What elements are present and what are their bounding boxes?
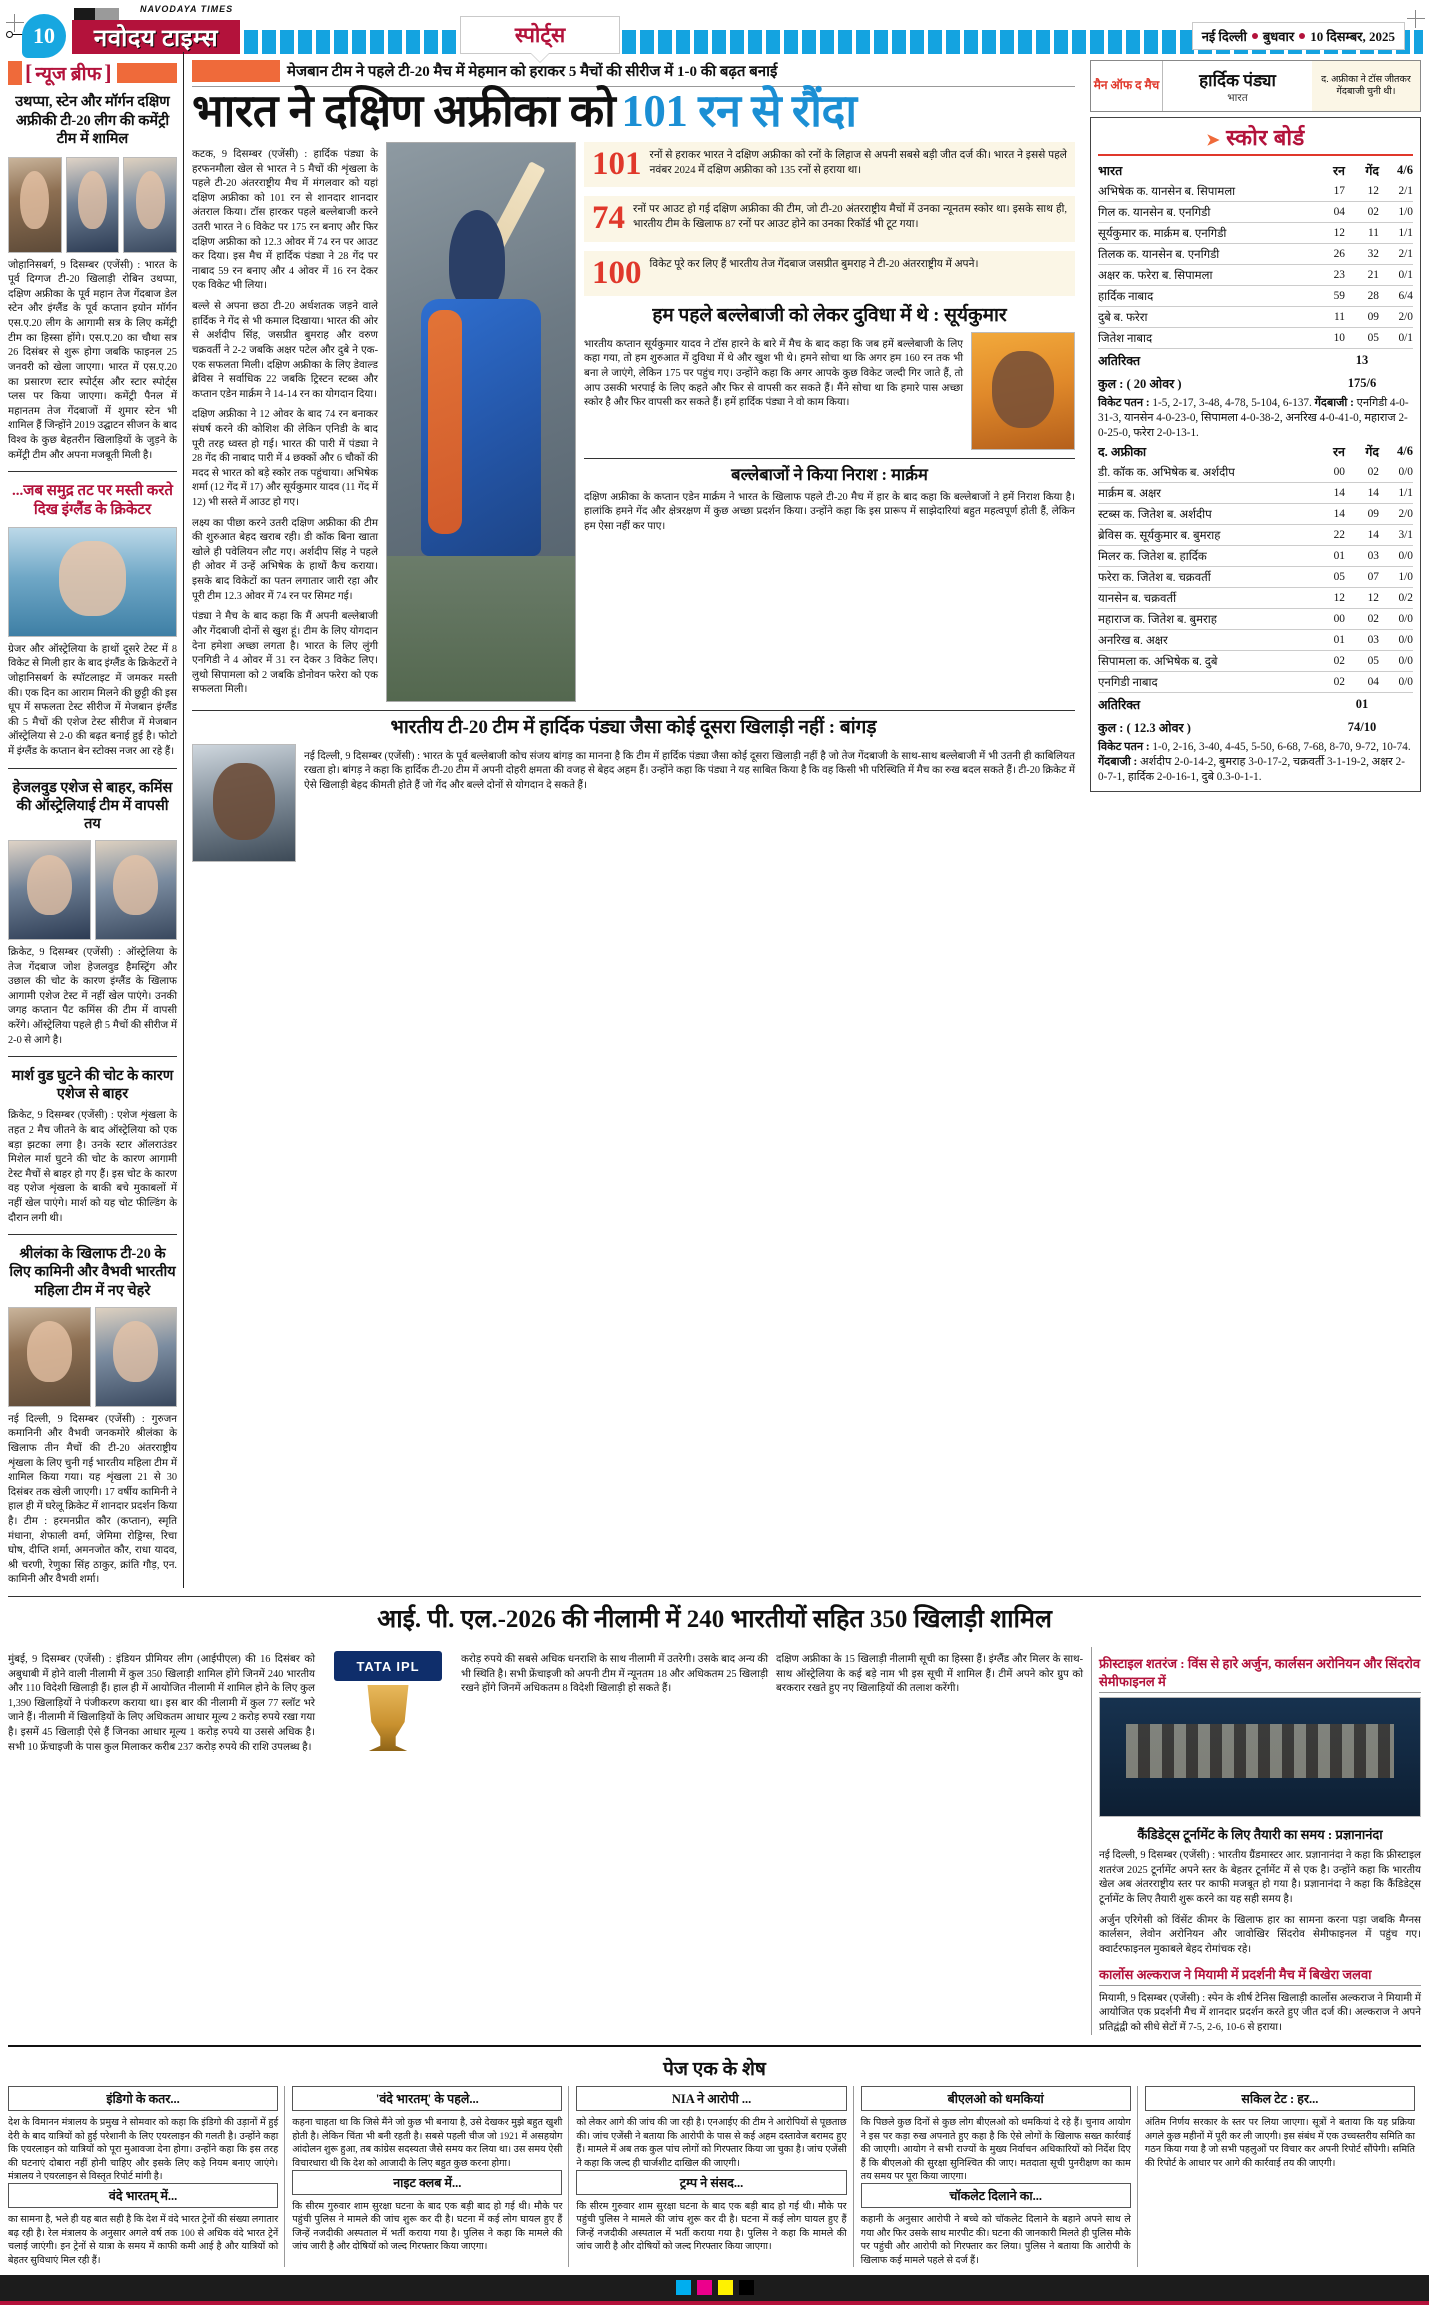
- lead-kicker-row: [192, 60, 1075, 82]
- batter-name: फरेरा क. जितेश ब. चक्रवर्ती: [1098, 567, 1311, 588]
- batter-runs: 22: [1311, 525, 1345, 546]
- ipl-body-3: दक्षिण अफ्रीका के 15 खिलाड़ी नीलामी सूची का हिस्सा हैं। इंग्लैंड और मिलर के साथ-साथ ऑस्ट्रेलिया के कई बड़े नाम भी इस सूची में शामिल हैं। टीमें अपने कोर ग्रुप को बरकरार रखते हुए नए खिलाड़ियों की तलाश करेंगी।: [776, 1654, 1083, 1695]
- chess-story-title: फ्रीस्टाइल शतरंज : विंस से हारे अर्जुन, कार्लसन अरोनियन और सिंदरोव सेमीफाइनल में: [1099, 1654, 1421, 1693]
- fact-row: [592, 254, 1067, 291]
- dateline-place: नई दिल्ली: [1201, 29, 1247, 44]
- separator-dot-icon: [1299, 33, 1305, 39]
- helmet-icon: [449, 210, 505, 310]
- brief-item5-photos: [8, 1307, 177, 1407]
- batter-runs: 23: [1311, 265, 1345, 286]
- table-row: [1098, 265, 1413, 286]
- alcaraz-body: मियामी, 9 दिसम्बर (एजेंसी) : स्पेन के शीर्ष टेनिस खिलाड़ी कार्लोस अल्कराज ने मियामी में आयोजित एक प्रदर्शनी मैच में शानदार प्रदर्शन करते हुए जीत दर्ज की। अल्कराज ने अपने प्रतिद्वंद्वी को सीधे सेटों में 7-5, 2-6, 10-6 से हराया।: [1099, 1992, 1421, 2033]
- magenta-mark-icon: [697, 2280, 712, 2295]
- bangar-story-title: भारतीय टी-20 टीम में हार्दिक पंड्या जैसा कोई दूसरा खिलाड़ी नहीं : बांगड़: [390, 717, 877, 738]
- divider: [8, 768, 177, 769]
- batter-fs: 2/1: [1379, 244, 1413, 265]
- crop-mark-left-icon: [6, 14, 24, 32]
- table-row: [1098, 483, 1413, 504]
- headline-blue-part: 101 रन से रौंदा: [621, 86, 857, 136]
- lead-facts-column: [584, 142, 1075, 702]
- batter-fs: 2/1: [1379, 181, 1413, 202]
- batter-balls: 02: [1345, 202, 1379, 223]
- extras-label: अतिरिक्त: [1098, 698, 1141, 712]
- batter-fs: 1/0: [1379, 567, 1413, 588]
- headline-black-part: भारत ने दक्षिण अफ्रीका को: [192, 86, 616, 136]
- rest-col4-head2: चॉकलेट दिलाने का...: [861, 2183, 1131, 2208]
- col-runs: रन: [1332, 164, 1345, 178]
- motm-label: मैन ऑफ द मैच: [1091, 61, 1163, 111]
- brief-item4-title: मार्श वुड घुटने की चोट के कारण एशेज से बाहर: [11, 1068, 174, 1103]
- news-brief-lead: उथप्पा, स्टेन और मॉर्गन दक्षिण अफ्रीकी टी-20 लीग की कमेंट्री टीम में शामिल: [15, 94, 170, 148]
- rest-col2-head: 'वंदे भारतम्' के पहले...: [292, 2086, 562, 2111]
- rest-col5-body: अंतिम निर्णय सरकार के स्तर पर लिया जाएगा। सूत्रों ने बताया कि यह प्रक्रिया अगले कुछ महीनों में पूरी कर ली जाएगी। इस संबंध में एक उच्चस्तरीय समिति का गठन किया गया है जो सभी पहलुओं पर विचार कर अपनी रिपोर्ट सौंपेगी। समिति की रिपोर्ट के आधार पर आगे की कार्रवाई तय की जाएगी।: [1144, 2117, 1416, 2169]
- bowling-label: गेंदबाजी :: [1098, 756, 1138, 768]
- markram-story-title: बल्लेबाजों ने किया निराश : मार्क्रम: [731, 464, 928, 484]
- rest-col-4: [861, 2086, 1138, 2267]
- rest-col3-body-extra: कि सीरम गुरुवार शाम सुरक्षा घटना के बाद एक बड़ी बाद हो गई थी। मौके पर पहुंची पुलिस ने मामले की जांच शुरू कर दी है। घटना में कई लोग घायल हुए हैं जिन्हें नजदीकी अस्पताल में भर्ती कराया गया है। पुलिस ने कहा कि मामले की जांच जारी है और दोषियों को जल्द गिरफ्तार किया जाएगा।: [576, 2201, 847, 2253]
- total-label: कुल : ( 12.3 ओवर ): [1098, 720, 1191, 735]
- brief-item5-title: श्रीलंका के खिलाफ टी-20 के लिए कामिनी और वैभवी भारतीय महिला टीम में नए चेहरे: [9, 1246, 176, 1299]
- photo-beach-cricketers: [8, 527, 177, 637]
- table-row: [1098, 202, 1413, 223]
- lead-photo-column: [386, 142, 576, 702]
- yellow-mark-icon: [718, 2280, 733, 2295]
- cyan-mark-icon: [676, 2280, 691, 2295]
- rest-col2-body: कहना चाहता था कि जिसे मैंने जो कुछ भी बनाया है, उसे देखकर मुझे बहुत खुशी होती है। लेकिन चिंता भी बनी रहती है। सबसे पहली चीज जो 1921 में असहयोग आंदोलन शुरू हुआ, तब कांग्रेस सदस्यता जैसे समय कर लिया था। उस समय ऐसी विचारधारा थी कि देश को आजादी के लिए बहुत कुछ करना होगा।: [292, 2117, 563, 2169]
- fow-value: 1-0, 2-16, 3-40, 4-45, 5-50, 6-68, 7-68, 8-70, 9-72, 10-74.: [1152, 741, 1411, 753]
- cmyk-registration-marks: [676, 2280, 754, 2295]
- dateline-date: 10 दिसम्बर, 2025: [1310, 29, 1395, 44]
- batter-runs: 04: [1311, 202, 1345, 223]
- sky-story-row: [584, 332, 1075, 450]
- table-row: [1098, 504, 1413, 525]
- batter-fs: 1/1: [1379, 483, 1413, 504]
- ipl-col-3: [776, 1647, 1083, 2035]
- footer-registration-strip: [0, 2275, 1429, 2301]
- batter-fs: 0/0: [1379, 546, 1413, 567]
- batter-runs: 00: [1311, 462, 1345, 483]
- batter-fs: 0/0: [1379, 672, 1413, 693]
- rest-col-2: [292, 2086, 569, 2267]
- batter-runs: 17: [1311, 181, 1345, 202]
- fact-box: [584, 251, 1075, 296]
- batter-name: हार्दिक नाबाद: [1098, 286, 1311, 307]
- ipl-body-1: मुंबई, 9 दिसम्बर (एजेंसी) : इंडियन प्रीमियर लीग (आईपीएल) की 16 दिसंबर को अबुधाबी में होने वाली नीलामी में कुल 350 खिलाड़ी शामिल होंगे जिनमें 240 भारतीय और 110 विदेशी खिलाड़ी हैं। हाल ही में आयोजित नीलामी में शामिल होने के लिए कुल 1,390 खिलाड़ियों ने पंजीकरण कराया था। इस बार की नीलामी में कुल 77 स्लॉट भरे जाने हैं। नीलामी में खिलाड़ियों के लिए अधिकतम आधार मूल्य 2 करोड़ रुपये रखा गया है। इसमें 45 खिलाड़ी ऐसे हैं जिनका आधार मूल्य 1 करोड़ रुपये या उससे अधिक है। सभी 10 फ्रेंचाइजी के पास कुल मिलाकर करीब 237 करोड़ रुपये की राशि उपलब्ध है।: [8, 1654, 315, 1753]
- rest-col2-head2: नाइट क्लब में...: [292, 2170, 562, 2195]
- top-region: [8, 52, 1421, 1588]
- sky-story-body: भारतीय कप्तान सूर्यकुमार यादव ने टॉस हारने के बारे में मैच के बाद कहा कि जब हमें बल्लेबाजी के लिए कहा गया, तो हम शुरुआत में दुविधा में थे और खुश भी थे। हमने सोचा था कि अगर हम 160 रन तक भी बना ले जाएंगे, लेकिन 175 पर पहुंच गए। उन्होंने कहा कि अगर आपके कुछ विकेट जल्दी गिर जाते हैं, तो आप उसकी भरपाई के लिए कहते और फिर से वापसी कर सकते हैं। मैंने सोचा था कि हमारे पास अच्छा स्कोर है और फिर वापसी कर सकते हैं। हमें हार्दिक पंड्या ने वो काम किया।: [584, 338, 963, 409]
- photo-vaibhavi: [95, 1307, 178, 1407]
- total-row: [1098, 716, 1413, 739]
- batter-fs: 2/0: [1379, 504, 1413, 525]
- rest-col1-body: देश के विमानन मंत्रालय के प्रमुख ने सोमवार को कहा कि इंडिगो की उड़ानों में हुई देरी के बाद यात्रियों को हुई परेशानी के लिए एयरलाइन की गलती है। उन्होंने कहा कि एयरलाइन को यात्रियों को पूरा मुआवजा देना होगा। उन्होंने कहा कि इस तरह की घटनाएं दोबारा नहीं होनी चाहिए और इसके लिए कड़े नियम बनाए जाएंगे। मंत्रालय ने एयरलाइन से विस्तृत रिपोर्ट मांगी है।: [8, 2117, 279, 2183]
- separator-dot-icon: [1252, 33, 1258, 39]
- total-value: 175/6: [1347, 375, 1377, 390]
- batter-balls: 32: [1345, 244, 1379, 265]
- bracket-close-icon: ]: [104, 60, 112, 85]
- batter-balls: 03: [1345, 630, 1379, 651]
- photo-hazlewood: [8, 840, 91, 940]
- kicker-color-block: [192, 60, 280, 82]
- brief-item5-body: नई दिल्ली, 9 दिसम्बर (एजेंसी) : गुरुजन कमानिनी और वैभवी जनकमोरे श्रीलंका के खिलाफ तीन मैचों की टी-20 अंतरराष्ट्रीय शृंखला के लिए चुनी गई भारतीय महिला टीम में शामिल किया गया। यह शृंखला 21 से 30 दिसंबर तक खेली जाएगी। 17 वर्षीय कामिनी ने हाल ही में घरेलू क्रिकेट में शानदार प्रदर्शन किया है। टीम : हरमनप्रीत कौर (कप्तान), स्मृति मंधाना, शेफाली वर्मा, जेमिमा रोड्रिग्स, रिचा घोष, दीप्ति शर्मा, अमनजोत कौर, राधा यादव, श्री चरणी, रेणुका सिंह ठाकुर, क्रांति गौड़, एन. कामिनी और वैभवी शर्मा।: [8, 1413, 177, 1586]
- batter-balls: 12: [1345, 588, 1379, 609]
- hero-photo-hardik-batting: [386, 142, 576, 702]
- table-row: [1098, 328, 1413, 349]
- logo-english-name: NAVODAYA TIMES: [140, 4, 234, 14]
- batter-fs: 1/0: [1379, 202, 1413, 223]
- man-of-the-match-box: [1090, 60, 1421, 112]
- brief-item3-title: हेजलवुड एशेज से बाहर, कमिंस की ऑस्ट्रेलियाई टीम में वापसी तय: [12, 779, 173, 832]
- batter-fs: 0/1: [1379, 265, 1413, 286]
- ipl-col-1: [8, 1647, 315, 2035]
- motm-player-name: हार्दिक पंड्या: [1199, 70, 1276, 90]
- lead-dateline-body: कटक, 9 दिसम्बर (एजेंसी) : हार्दिक पंड्या के हरफनमौला खेल से भारत ने 5 मैचों की शृंखला के पहले टी-20 अंतरराष्ट्रीय मैच में मंगलवार को यहां दक्षिण अफ्रीका को 101 रन से शानदार शानदार अंतराल किया। टॉस हारकर पहले बल्लेबाजी करने उतरी भारत ने 6 विकेट पर 175 रन बनाए और फिर दक्षिण अफ्रीका को 12.3 ओवर में 74 रन पर आउट कर दिया। इस मैच में हार्दिक पंड्या ने 28 गेंद पर नाबाद 59 रन बनाए और 4 ओवर में 16 रन देकर एक विकेट भी लिया।: [192, 149, 378, 292]
- ipl-badge-label: TATA IPL: [334, 1651, 442, 1681]
- lead-story-column: [184, 52, 1083, 1588]
- batter-name: अभिषेक क. यानसेन ब. सिपामला: [1098, 181, 1311, 202]
- rest-col4-body: कि पिछले कुछ दिनों से कुछ लोग बीएलओ को धमकियां दे रहे हैं। चुनाव आयोग ने इस पर कड़ा रुख अपनाते हुए कहा है कि ऐसे लोगों के खिलाफ सख्त कार्रवाई की जाएगी। आयोग ने सभी राज्यों के मुख्य निर्वाचन अधिकारियों को निर्देश दिए हैं कि बीएलओ की सुरक्षा सुनिश्चित की जाए। मतदाता सूची पुनरीक्षण का काम तय समय पर पूरा किया जाएगा।: [860, 2117, 1131, 2183]
- table-row: [1098, 286, 1413, 307]
- logo-hindi-box: [72, 20, 240, 54]
- arrow-right-icon: ➤: [1206, 132, 1221, 149]
- photo-suryakumar: [971, 332, 1075, 450]
- page-one-rest-section: [8, 2045, 1421, 2267]
- batter-name: स्टब्स क. जितेश ब. अर्शदीप: [1098, 504, 1311, 525]
- fact-number: 74: [592, 200, 625, 237]
- bowling-value: अर्शदीप 2-0-14-2, बुमराह 3-0-17-2, चक्रवर्ती 3-1-19-2, अक्षर 2-0-7-1, हार्दिक 2-0-16-1, दुबे 0.3-0-1-1.: [1098, 756, 1405, 783]
- table-row: [1098, 588, 1413, 609]
- batter-balls: 21: [1345, 265, 1379, 286]
- fact-box: [584, 142, 1075, 187]
- fact-number: 101: [592, 146, 642, 182]
- motm-player-team: भारत: [1227, 92, 1248, 104]
- divider: [8, 1056, 177, 1057]
- bowling-value: एनगिडी 4-0-31-3, यानसेन 4-0-23-0, सिपामला 4-0-38-2, अनरिख 4-0-41-0, महाराज 2-0-25-0, फरेरा 2-0-13-1.: [1098, 397, 1409, 439]
- total-row: [1098, 372, 1413, 395]
- india-innings-table: [1098, 160, 1413, 394]
- photo-uthappa: [8, 157, 62, 253]
- fact-box: [584, 196, 1075, 241]
- rest-col1-body2: का सामना है, भले ही यह बात सही है कि देश में वंदे भारत ट्रेनों की संख्या लगातार बढ़ रही है। रेल मंत्रालय के अनुसार अगले वर्ष तक 100 से अधिक वंदे भारत ट्रेनें चलाई जाएंगी। इन ट्रेनों से यात्रा के समय में काफी कमी आई है और यात्रियों को बेहतर सुविधाएं मिल रही हैं।: [8, 2214, 279, 2266]
- col-balls: गेंद: [1365, 164, 1379, 178]
- news-brief-column: [8, 52, 184, 1588]
- rest-col1-head: इंडिगो के कतर...: [8, 2086, 278, 2111]
- fact-number: 100: [592, 254, 642, 291]
- masthead: [0, 0, 1429, 52]
- rest-col3-body: को लेकर आगे की जांच की जा रही है। एनआईए की टीम ने आरोपियों से पूछताछ की। जांच एजेंसी ने बताया कि आरोपी के पास से कई अहम दस्तावेज बरामद हुए हैं। मामले में अब तक कुल पांच लोगों को गिरफ्तार किया जा चुका है। जांच एजेंसी ने कहा कि जल्द ही चार्जशीट दाखिल की जाएगी।: [576, 2117, 847, 2169]
- scoreboard-column: [1083, 52, 1421, 1588]
- batter-fs: 0/1: [1379, 328, 1413, 349]
- col-runs: रन: [1332, 445, 1345, 459]
- total-label: कुल : ( 20 ओवर ): [1098, 376, 1182, 391]
- batter-fs: 0/0: [1379, 462, 1413, 483]
- batter-runs: 14: [1311, 483, 1345, 504]
- news-brief-body: जोहानिसबर्ग, 9 दिसम्बर (एजेंसी) : भारत के पूर्व दिग्गज टी-20 खिलाड़ी रोबिन उथप्पा, दक्षिण अफ्रीका के पूर्व महान तेज गेंदबाज डेल स्टेन और इंग्लैंड के पूर्व कप्तान इयोन मॉर्गन एस.ए.20 लीग के आगामी सत्र के लिए कमेंट्री टीम का हिस्सा होंगे। एस.ए.20 का चौथा सत्र 26 दिसंबर से शुरू होगा जबकि फाइनल 25 जनवरी को खेला जाएगा। भारत में एस.ए.20 का प्रसारण स्टार स्पोर्ट्स और स्टार स्पोर्ट्स प्लस पर किया जाएगा। कमेंट्री पैनल में महानतम तेज गेंदबाजों में शुमार स्टेन भी शामिल हैं जिन्होंने 2019 उद्घाटन सीजन के बाद विश्व के कुछ बेहतरीन खिलाड़ियों के जुड़ने के कमेंट्री टीम और अपना मजबूती मिली है।: [8, 259, 177, 461]
- india-notes: [1098, 396, 1413, 441]
- news-brief-bar-left: [8, 61, 22, 85]
- batter-runs: 01: [1311, 630, 1345, 651]
- table-row: [1098, 672, 1413, 693]
- ipl-body-2: करोड़ रुपये की सबसे अधिक धनराशि के साथ नीलामी में उतरेगी। उसके बाद अन्य की भी स्थिति है। सभी फ्रेंचाइजी को अपनी टीम में न्यूनतम 18 और अधिकतम 25 खिलाड़ी रखने होंगे जिनमें अधिकतम 8 विदेशी खिलाड़ी हो सकते हैं।: [461, 1654, 768, 1695]
- batter-balls: 05: [1345, 328, 1379, 349]
- batter-fs: 0/0: [1379, 651, 1413, 672]
- divider: [8, 1234, 177, 1235]
- rest-col-5: [1145, 2086, 1421, 2267]
- motm-details: [1163, 61, 1312, 111]
- ipl-story: [8, 1597, 1421, 2035]
- bowling-label: गेंदबाजी :: [1314, 397, 1354, 409]
- page-one-rest-columns: [8, 2086, 1421, 2267]
- brief-item4-body: क्रिकेट, 9 दिसम्बर (एजेंसी) : एशेज शृंखला के तहत 2 मैच जीतने के बाद ऑस्ट्रेलिया को एक बड़ा झटका लगा है। उनके स्टार ऑलराउंडर मिशेल मार्श घुटने की चोट के कारण आगामी टेस्ट मैचों से बाहर हो गए हैं। इस चोट के कारण वह एशेज शृंखला के बाकी बचे मुकाबलों में नहीं खेल पाएंगे। मार्श को यह चोट फील्डिंग के दौरान लगी थी।: [8, 1110, 177, 1224]
- batter-runs: 02: [1311, 672, 1345, 693]
- batter-name: डी. कॉक क. अभिषेक ब. अर्शदीप: [1098, 462, 1311, 483]
- table-row: [1098, 462, 1413, 483]
- lead-para2: बल्ले से अपना छठा टी-20 अर्धशतक जड़ने वाले हार्दिक ने गेंद से भी कमाल दिखाया। भारत की ओर से अर्शदीप सिंह, जसप्रीत बुमराह और वरुण चक्रवर्ती ने 2-2 जबकि अक्षर पटेल और दुबे ने एक-एक सफलता मिली। दक्षिण अफ्रीका के लिए डेवाल्ड ब्रेविस ने सर्वाधिक 22 जबकि ट्रिस्टन स्टब्स और कप्तान एडेन मार्क्रम ने 14-14 रन का योगदान दिया।: [192, 301, 378, 400]
- extras-label: अतिरिक्त: [1098, 354, 1141, 368]
- ipl-band: [8, 1647, 1421, 2035]
- table-row: [1098, 525, 1413, 546]
- logo-hindi-name: नवोदय टाइम्स: [93, 25, 219, 52]
- batter-balls: 14: [1345, 525, 1379, 546]
- rest-col-3: [576, 2086, 853, 2267]
- extras-value: 01: [1355, 697, 1369, 711]
- batter-balls: 05: [1345, 651, 1379, 672]
- table-row: [1098, 567, 1413, 588]
- batter-balls: 07: [1345, 567, 1379, 588]
- batter-name: जितेश नाबाद: [1098, 328, 1311, 349]
- batter-balls: 02: [1345, 609, 1379, 630]
- ipl-logo: [334, 1651, 442, 1755]
- chess-caption: कैंडिडेट्स टूर्नामेंट के लिए तैयारी का समय : प्रज्ञानानंदा: [1137, 1827, 1383, 1842]
- batter-name: यानसेन ब. चक्रवर्ती: [1098, 588, 1311, 609]
- sa-innings-table: [1098, 441, 1413, 738]
- footer-accent-line: [0, 2301, 1429, 2305]
- table-row: [1098, 307, 1413, 328]
- extras-row: [1098, 349, 1413, 372]
- batter-name: सूर्यकुमार क. मार्क्रम ब. एनगिडी: [1098, 223, 1311, 244]
- batter-fs: 0/2: [1379, 588, 1413, 609]
- batter-balls: 09: [1345, 307, 1379, 328]
- lead-kicker: मेजबान टीम ने पहले टी-20 मैच में मेहमान को हराकर 5 मैचों की सीरीज में 1-0 की बढ़त बनाई: [287, 64, 778, 80]
- news-brief-label: न्यूज ब्रीफ: [35, 64, 102, 85]
- page-body: [0, 52, 1429, 2267]
- batter-runs: 59: [1311, 286, 1345, 307]
- lead-para5: पंड्या ने मैच के बाद कहा कि मैं अपनी बल्लेबाजी और गेंदबाजी दोनों से खुश हूं। टीम के लिए योगदान देना हमेशा अच्छा लगता है। भारत के लिए लुंगी एनगिडी ने 4 ओवर में 31 रन देकर 3 विकेट लिए। लुथो सिपामला को 2 जबकि डोनोवन फरेरा को एक सफलता मिली।: [192, 611, 378, 696]
- lead-text-column: [192, 142, 378, 702]
- batter-fs: 6/4: [1379, 286, 1413, 307]
- batter-name: मिलर क. जितेश ब. हार्दिक: [1098, 546, 1311, 567]
- batter-balls: 14: [1345, 483, 1379, 504]
- chess-body-2: अर्जुन एरिगेसी को विंसेंट कीमर के खिलाफ हार का सामना करना पड़ा जबकि मैग्नस कार्लसन, लेवोन अरोनियन और जावोखिर सिंदरोव सेमीफाइनल में पहुंच गए। क्वार्टरफाइनल मुकाबले बेहद रोमांचक रहे।: [1099, 1914, 1421, 1955]
- section-tag-label: स्पोर्ट्स: [514, 23, 566, 47]
- batter-runs: 01: [1311, 546, 1345, 567]
- table-header-row: [1098, 160, 1413, 181]
- rest-col3-head: NIA ने आरोपी ...: [576, 2086, 846, 2111]
- news-brief-bar-right: [117, 63, 177, 83]
- batter-runs: 00: [1311, 609, 1345, 630]
- batter-runs: 10: [1311, 328, 1345, 349]
- col-fours-sixes: 4/6: [1397, 444, 1413, 458]
- table-row: [1098, 181, 1413, 202]
- batter-name: तिलक क. यानसेन ब. एनगिडी: [1098, 244, 1311, 265]
- page-one-rest-title: पेज एक के शेष: [663, 2059, 766, 2081]
- scoreboard-title: स्कोर बोर्ड: [1226, 125, 1305, 150]
- scoreboard-box: [1090, 117, 1421, 792]
- toss-note: द. अफ्रीका ने टॉस जीतकर गेंदबाजी चुनी थी।: [1312, 61, 1420, 111]
- photo-cummins: [95, 840, 178, 940]
- bangar-story-body: नई दिल्ली, 9 दिसम्बर (एजेंसी) : भारत के पूर्व बल्लेबाजी कोच संजय बांगड़ का मानना है कि टीम में हार्दिक पंड्या जैसा कोई दूसरा खिलाड़ी नहीं है जो तेज गेंदबाजी के साथ-साथ बल्लेबाजी में भी उतनी ही काबिलियत रखता हो। बांगड़ ने कहा कि हार्दिक टी-20 टीम में अपनी दोहरी क्षमता की वजह से बेहद अहम हैं। उन्होंने कहा कि पंड्या ने यह साबित किया है कि वह किसी भी परिस्थिति में मैच का रुख बदल सकते हैं। टी-20 क्रिकेट में ऐसे खिलाड़ी बेहद कीमती होते हैं जो गेंद और बल्ले दोनों से योगदान दे सकते हैं।: [304, 750, 1075, 792]
- batter-fs: 2/0: [1379, 307, 1413, 328]
- batter-balls: 02: [1345, 462, 1379, 483]
- batter-runs: 26: [1311, 244, 1345, 265]
- table-header-row: [1098, 441, 1413, 462]
- batter-balls: 28: [1345, 286, 1379, 307]
- news-brief-photos: [8, 157, 177, 253]
- batter-name: ब्रेविस क. सूर्यकुमार ब. बुमराह: [1098, 525, 1311, 546]
- markram-story-body: दक्षिण अफ्रीका के कप्तान एडेन मार्क्रम ने भारत के खिलाफ पहले टी-20 मैच में हार के बाद कहा कि बल्लेबाजों ने हमें निराश किया है। हालांकि हमने गेंद और क्षेत्ररक्षण में कुछ अच्छा प्रदर्शन किया। उन्होंने कहा कि इस प्रारूप में साझेदारियां बहुत महत्वपूर्ण होती हैं, लेकिन हम ऐसा नहीं कर पाए।: [584, 491, 1075, 532]
- bracket-open-icon: [: [25, 60, 33, 85]
- chess-col: [1091, 1647, 1421, 2035]
- table-row: [1098, 630, 1413, 651]
- dateline-day: बुधवार: [1262, 29, 1295, 44]
- batter-fs: 0/0: [1379, 609, 1413, 630]
- batter-fs: 3/1: [1379, 525, 1413, 546]
- photo-kamini: [8, 1307, 91, 1407]
- fow-label: विकेट पतन :: [1098, 397, 1150, 409]
- fow-label: विकेट पतन :: [1098, 741, 1150, 753]
- rest-col2-body2: कि सीरम गुरुवार शाम सुरक्षा घटना के बाद एक बड़ी बाद हो गई थी। मौके पर पहुंची पुलिस ने मामले की जांच शुरू कर दी है। घटना में कई लोग घायल हुए हैं जिन्हें नजदीकी अस्पताल में भर्ती कराया गया है। पुलिस ने कहा कि मामले की जांच जारी है और दोषियों को जल्द गिरफ्तार किया जाएगा।: [292, 2201, 563, 2253]
- table-row: [1098, 651, 1413, 672]
- batter-name: सिपामला क. अभिषेक ब. दुबे: [1098, 651, 1311, 672]
- rest-col1-head2: वंदे भारतम् में...: [8, 2183, 278, 2208]
- table-row: [1098, 546, 1413, 567]
- scoreboard-title-row: [1098, 122, 1413, 152]
- rest-col5-head: सकिल टेट : हर...: [1145, 2086, 1415, 2111]
- col-fours-sixes: 4/6: [1397, 163, 1413, 177]
- divider: [192, 710, 1075, 711]
- batter-name: मार्क्रम ब. अक्षर: [1098, 483, 1311, 504]
- dateline-badge: [1192, 22, 1405, 50]
- ipl-story-title: आई. पी. एल.-2026 की नीलामी में 240 भारतीयों सहित 350 खिलाड़ी शामिल: [377, 1606, 1052, 1633]
- lead-body-grid: [192, 142, 1075, 702]
- batter-balls: 09: [1345, 504, 1379, 525]
- batter-balls: 12: [1345, 181, 1379, 202]
- brief-item3-body: क्रिकेट, 9 दिसम्बर (एजेंसी) : ऑस्ट्रेलिया के तेज गेंदबाज जोश हेजलवुड हैमस्ट्रिंग और उछाल की चोट के कारण इंग्लैंड के खिलाफ आगामी एशेज टेस्ट में नहीं खेल पाएंगे। उनकी जगह कप्तान पैट कमिंस की टीम में वापसी करेंगे। ऑस्ट्रेलिया पहले ही 5 मैचों की सीरीज में 2-0 से आगे है।: [8, 946, 177, 1046]
- table-row: [1098, 223, 1413, 244]
- batter-name: एनगिडी नाबाद: [1098, 672, 1311, 693]
- table-row: [1098, 244, 1413, 265]
- batter-fs: 0/0: [1379, 630, 1413, 651]
- rest-col-1: [8, 2086, 285, 2267]
- brief-item2-title: ...जब समुद्र तट पर मस्ती करते दिख इंग्लैंड के क्रिकेटर: [12, 483, 173, 518]
- photo-chess-tournament: [1099, 1697, 1421, 1817]
- rest-col4-body2: कहानी के अनुसार आरोपी ने बच्चे को चॉकलेट दिलाने के बहाने अपने साथ ले गया और फिर उसके साथ मारपीट की। घटना की जानकारी मिलते ही पुलिस मौके पर पहुंची और आरोपी को गिरफ्तार कर लिया। पुलिस ने बताया कि आरोपी के खिलाफ कई मामले पहले से दर्ज हैं।: [860, 2214, 1131, 2266]
- section-tag: [460, 16, 620, 54]
- ipl-logo-col: [323, 1647, 453, 2035]
- batter-name: अनरिख ब. अक्षर: [1098, 630, 1311, 651]
- brief-item3-photos: [8, 840, 177, 940]
- batter-name: दुबे ब. फरेरा: [1098, 307, 1311, 328]
- chess-body-1: नई दिल्ली, 9 दिसम्बर (एजेंसी) : भारतीय ग्रैंडमास्टर आर. प्रज्ञानानंदा ने कहा कि फ्रीस्टाइल शतरंज 2025 टूर्नामेंट अपने स्तर के बेहतर टूर्नामेंट में से एक है। उन्होंने कहा कि भारतीय खेल अब अंतरराष्ट्रीय स्तर पर काफी मजबूत हो गया है। प्रज्ञानानंदा ने कहा कि कैंडिडेट्स टूर्नामेंट के लिए तैयारी शुरू करने का यह सही समय है।: [1099, 1850, 1421, 1906]
- black-mark-icon: [739, 2280, 754, 2295]
- fact-row: [592, 200, 1067, 237]
- extras-row: [1098, 693, 1413, 716]
- batter-name: गिल क. यानसेन ब. एनगिडी: [1098, 202, 1311, 223]
- india-team-label: भारत: [1098, 164, 1123, 178]
- crop-mark-right-icon: [1407, 10, 1425, 28]
- news-brief-header: [8, 60, 177, 86]
- pitch-ground: [387, 556, 575, 701]
- fact-text: रनों से हराकर भारत ने दक्षिण अफ्रीका को रनों के लिहाज से अपनी सबसे बड़ी जीत दर्ज की। भारत ने इससे पहले नवंबर 2024 में दक्षिण अफ्रीका को 135 रनों से हराया था।: [649, 150, 1067, 176]
- ipl-col-2: [461, 1647, 768, 2035]
- sa-notes: [1098, 740, 1413, 785]
- lead-para4: लक्ष्य का पीछा करने उतरी दक्षिण अफ्रीका की टीम की शुरुआत बेहद खराब रही। डी कॉक बिना खाता खोले ही पवेलियन लौट गए। अर्शदीप सिंह ने पहले ही ओवर में उन्हें अभिषेक के हाथों कैच कराया। इसके बाद विकेटों का पतन लगातार जारी रहा और पूरी टीम 12.3 ओवर में 74 रन पर सिमट गई।: [192, 517, 378, 602]
- trophy-icon: [356, 1685, 420, 1751]
- bangar-story-row: [192, 744, 1075, 862]
- page-bubble-dot: [6, 31, 13, 38]
- photo-bangar: [192, 744, 296, 862]
- divider: [584, 458, 1075, 459]
- batter-runs: 05: [1311, 567, 1345, 588]
- scoreboard-rule: [1098, 154, 1413, 156]
- col-balls: गेंद: [1365, 445, 1379, 459]
- batter-fs: 1/1: [1379, 223, 1413, 244]
- extras-value: 13: [1355, 353, 1369, 367]
- fact-text: विकेट पूरे कर लिए हैं भारतीय तेज गेंदबाज जसप्रीत बुमराह ने टी-20 अंतरराष्ट्रीय में अपने।: [649, 258, 979, 270]
- batter-runs: 02: [1311, 651, 1345, 672]
- batter-name: अक्षर क. फरेरा ब. सिपामला: [1098, 265, 1311, 286]
- table-row: [1098, 609, 1413, 630]
- page-number-badge: 10: [22, 14, 66, 58]
- sky-story-title: हम पहले बल्लेबाजी को लेकर दुविधा में थे : सूर्यकुमार: [652, 305, 1007, 327]
- sa-team-label: द. अफ्रीका: [1098, 445, 1147, 459]
- batter-runs: 12: [1311, 588, 1345, 609]
- photo-steyn: [66, 157, 120, 253]
- lead-para3: दक्षिण अफ्रीका ने 12 ओवर के बाद 74 रन बनाकर संघर्ष करने की कोशिश की लेकिन एनिडी के बाद पूरी तरह ध्वस्त हो गई। भारत की पारी में पंड्या ने 28 गेंद की नाबाद पारी में 4 छक्कों और 6 चौकों की मदद से भारत को बड़े स्कोर तक पहुंचाया। अभिषेक शर्मा (12 गेंद में 17) और सूर्यकुमार यादव (11 गेंद में 12) भी सस्ते में आउट हो गए।: [192, 409, 378, 509]
- fow-value: 1-5, 2-17, 3-48, 4-78, 5-104, 6-137.: [1152, 397, 1312, 409]
- batter-runs: 14: [1311, 504, 1345, 525]
- alcaraz-story-title: कार्लोस अल्कराज ने मियामी में प्रदर्शनी मैच में बिखेरा जलवा: [1099, 1965, 1421, 1986]
- batter-name: महाराज क. जितेश ब. बुमराह: [1098, 609, 1311, 630]
- batter-balls: 04: [1345, 672, 1379, 693]
- divider: [8, 471, 177, 472]
- batter-balls: 11: [1345, 223, 1379, 244]
- lead-headline: [192, 86, 1075, 136]
- rest-col3-head2: ट्रम्प ने संसद...: [576, 2170, 846, 2195]
- brief-item2-body: ग्रेजर और ऑस्ट्रेलिया के हाथों दूसरे टेस्ट में 8 विकेट से मिली हार के बाद इंग्लैंड के क्रिकेटरों ने जोहानिसबर्ग के स्पॉटलाइट में जमकर मस्ती की। एक दिन का आराम मिलने की छुट्टी की इस धूप में सफलता टेस्ट सीरीज में मेजबान इंग्लैंड की 5 मैचों की एशेज टेस्ट सीरीज में मेजबान ऑस्ट्रेलिया से 2-0 की बढ़त बनाई हुई है। फोटो में इंग्लैंड के कप्तान बेन स्टोक्स नजर आ रहे हैं।: [8, 643, 177, 757]
- jersey-accent-shape: [428, 310, 462, 533]
- photo-morgan: [123, 157, 177, 253]
- fact-text: रनों पर आउट हो गई दक्षिण अफ्रीका की टीम, जो टी-20 अंतरराष्ट्रीय मैचों में उनका न्यूनतम स्कोर था। इसके साथ ही, भारतीय टीम के खिलाफ 87 रनों पर आउट होने का उनका रिकॉर्ड भी टूट गया।: [633, 204, 1067, 230]
- batter-balls: 03: [1345, 546, 1379, 567]
- total-value: 74/10: [1347, 719, 1377, 734]
- fact-row: [592, 146, 1067, 182]
- batter-runs: 11: [1311, 307, 1345, 328]
- batter-runs: 12: [1311, 223, 1345, 244]
- rest-col4-head: बीएलओ को धमकियां: [861, 2086, 1131, 2111]
